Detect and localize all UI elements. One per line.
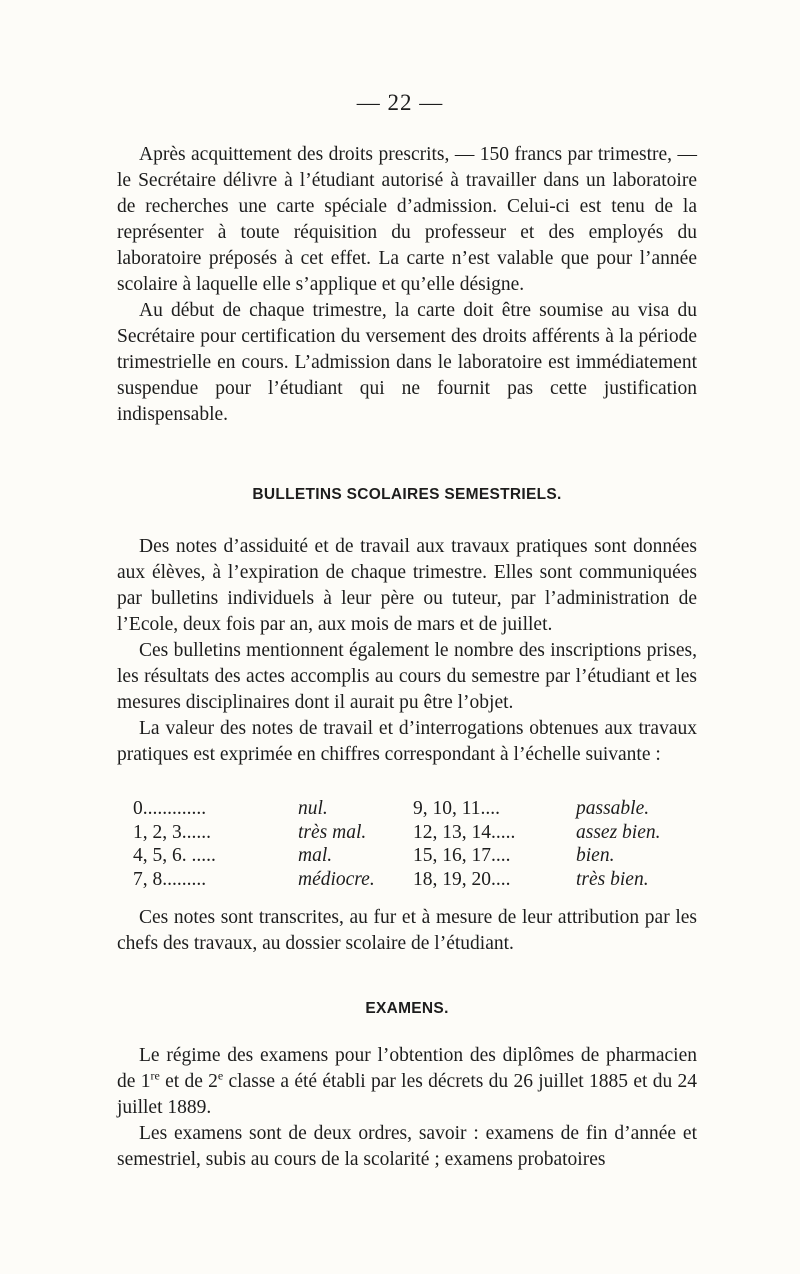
grading-scale [133,797,693,891]
scale-label: assez bien. [576,821,661,843]
intro-paragraph-1: Après acquittement des droits prescrits, — 150 francs par trimestre, — le Secrétaire délivre à l’étudiant autorisé à travailler dans un laboratoire de recherches une carte spéciale d’admission. Celui-ci est tenu de la représenter à toute réquisition du professeur et des employés du laboratoire préposés à cet effet. La carte n’est valable que pour l’année scolaire à laquelle elle s’applique et qu’elle désigne. [117,144,697,295]
examens-paragraph-2: Les examens sont de deux ordres, savoir : examens de fin d’année et semestriel, subis au cours de la scolarité ; examens probatoires [117,1123,697,1170]
scale-row [133,868,693,892]
examens-heading: EXAMENS. [365,1000,449,1017]
bulletins-paragraph-2: Ces bulletins mentionnent également le nombre des inscriptions prises, les résultats des actes accomplis au cours du semestre par l’étudiant et les mesures disciplinaires dont il aurait pu être l’objet. [117,640,697,713]
scale-row [133,821,693,845]
scale-grades: 0............. [133,798,207,819]
intro-section [117,142,697,428]
scale-label: très mal. [298,821,367,843]
examens-heading-block [117,1000,697,1018]
scale-grades: 7, 8......... [133,868,207,890]
bulletins-closing-block [117,905,697,957]
examens-section [117,1043,697,1173]
scale-grades: 18, 19, 20.... [413,868,511,890]
bulletins-closing-paragraph: Ces notes sont transcrites, au fur et à mesure de leur attribution par les chefs des travaux, au dossier scolaire de l’étudiant. [117,907,697,954]
intro-paragraph-2: Au début de chaque trimestre, la carte doit être soumise au visa du Secrétaire pour certification du versement des droits afférents à la période trimestrielle en cours. L’admission dans le laboratoire est immédiatement suspendue pour l’étudiant qui ne fournit pas cette justification indispensable. [117,300,697,425]
scale-grades: 12, 13, 14..... [413,821,516,843]
scale-label: médiocre. [298,868,375,890]
scale-label: mal. [298,845,333,866]
scale-grades: 9, 10, 11.... [413,798,501,819]
page-number: — 22 — [356,90,444,115]
bulletins-paragraph-1: Des notes d’assiduité et de travail aux travaux pratiques sont données aux élèves, à l’expiration de chaque trimestre. Elles sont communiquées par bulletins individuels à leur père ou tuteur, par l’administration de l’Ecole, deux fois par an, aux mois de mars et de juillet. [117,536,697,635]
scale-grades: 1, 2, 3...... [133,821,211,843]
scale-grades: 4, 5, 6. ..... [133,845,216,866]
examens-paragraph-1: Le régime des examens pour l’obtention des diplômes de pharmacien de 1re et de 2e classe a été établi par les décrets du 26 juillet 1885 et du 24 juillet 1889. [117,1045,697,1118]
scale-row [133,844,693,868]
scale-label: très bien. [576,868,649,890]
scale-label: passable. [576,798,650,819]
scale-grades: 15, 16, 17.... [413,845,511,866]
bulletins-section [117,534,697,768]
bulletins-paragraph-3: La valeur des notes de travail et d’interrogations obtenues aux travaux pratiques est exprimée en chiffres correspondant à l’échelle suivante : [117,718,697,765]
bulletins-heading-block [117,486,697,504]
scale-label: bien. [576,845,615,866]
scale-row [133,797,693,821]
bulletins-heading: BULLETINS SCOLAIRES SEMESTRIELS. [252,486,562,503]
scale-label: nul. [298,798,328,819]
